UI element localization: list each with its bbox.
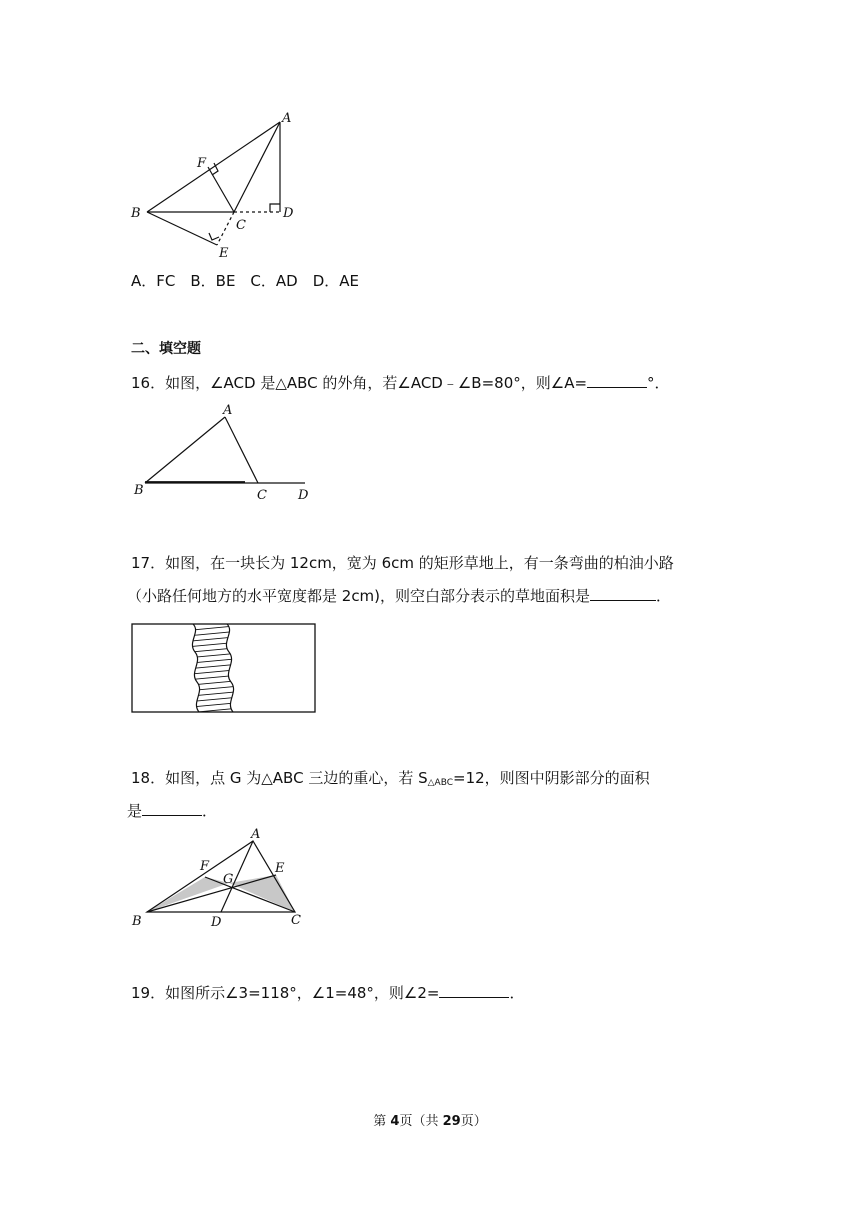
- page-footer: [0, 1110, 860, 1129]
- q16-text-before: 16．如图，∠ACD 是△ABC 的外角，若∠ACD﹣∠B=80°，则∠A=: [131, 374, 588, 392]
- q18-label-g: G: [223, 872, 234, 887]
- footer-middle: 页（共: [399, 1114, 443, 1129]
- q17-line-2-before: （小路任何地方的水平宽度都是 2cm)，则空白部分表示的草地面积是: [127, 587, 591, 605]
- q18-line-1-after: =12，则图中阴影部分的面积: [453, 769, 650, 787]
- q15-choices: A．FC B．BE C．AD D．AE: [131, 272, 359, 290]
- section-title: 二、填空题: [131, 341, 201, 357]
- q18-label-f: F: [200, 859, 210, 874]
- q18-line-1: [131, 767, 650, 788]
- q16-label-d: D: [298, 488, 309, 503]
- q19-text-after: ．: [509, 984, 525, 1002]
- q15-figure: [125, 105, 315, 265]
- q18-line-2: [127, 800, 217, 821]
- q16-answer-blank[interactable]: [587, 373, 647, 388]
- q17-answer-blank[interactable]: [590, 586, 656, 601]
- q15-label-f: F: [197, 156, 207, 171]
- q15-label-d: D: [283, 206, 294, 221]
- q16-label-c: C: [257, 488, 267, 503]
- q19-answer-blank[interactable]: [439, 983, 509, 998]
- q18-label-b: B: [132, 914, 142, 929]
- q18-answer-blank[interactable]: [142, 801, 202, 816]
- footer-prefix: 第: [373, 1114, 391, 1129]
- footer-total-pages: 29: [442, 1114, 461, 1129]
- q18-label-e: E: [275, 861, 285, 876]
- q17-line-1: 17．如图，在一块长为 12cm，宽为 6cm 的矩形草地上，有一条弯曲的柏油小路: [131, 554, 674, 572]
- q16-figure: [125, 400, 325, 505]
- q15-label-a: A: [282, 111, 292, 126]
- footer-page-number: 4: [390, 1114, 400, 1129]
- q18-line-1-before: 18．如图，点 G 为△ABC 三边的重心，若 S: [131, 769, 428, 787]
- q18-label-d: D: [211, 915, 222, 930]
- q15-label-b: B: [131, 206, 141, 221]
- q19-text-before: 19．如图所示∠3=118°，∠1=48°，则∠2=: [131, 984, 440, 1002]
- q16-text: [131, 372, 670, 393]
- q15-label-c: C: [236, 218, 246, 233]
- q17-line-2: [127, 585, 671, 606]
- q17-line-2-after: ．: [656, 587, 672, 605]
- q15-label-e: E: [219, 246, 229, 261]
- q18-figure: [125, 827, 315, 937]
- q18-label-a: A: [251, 827, 261, 842]
- q16-text-after: °．: [647, 374, 670, 392]
- q16-label-a: A: [223, 403, 233, 418]
- q18-line-2-after: ．: [202, 802, 218, 820]
- q18-line-2-before: 是: [127, 802, 143, 820]
- q16-label-b: B: [134, 483, 144, 498]
- q18-label-c: C: [291, 913, 301, 928]
- q17-figure: [131, 622, 319, 716]
- q18-line-1-sub: △ABC: [427, 778, 453, 788]
- footer-suffix: 页）: [460, 1114, 487, 1129]
- q19-text: [131, 982, 525, 1003]
